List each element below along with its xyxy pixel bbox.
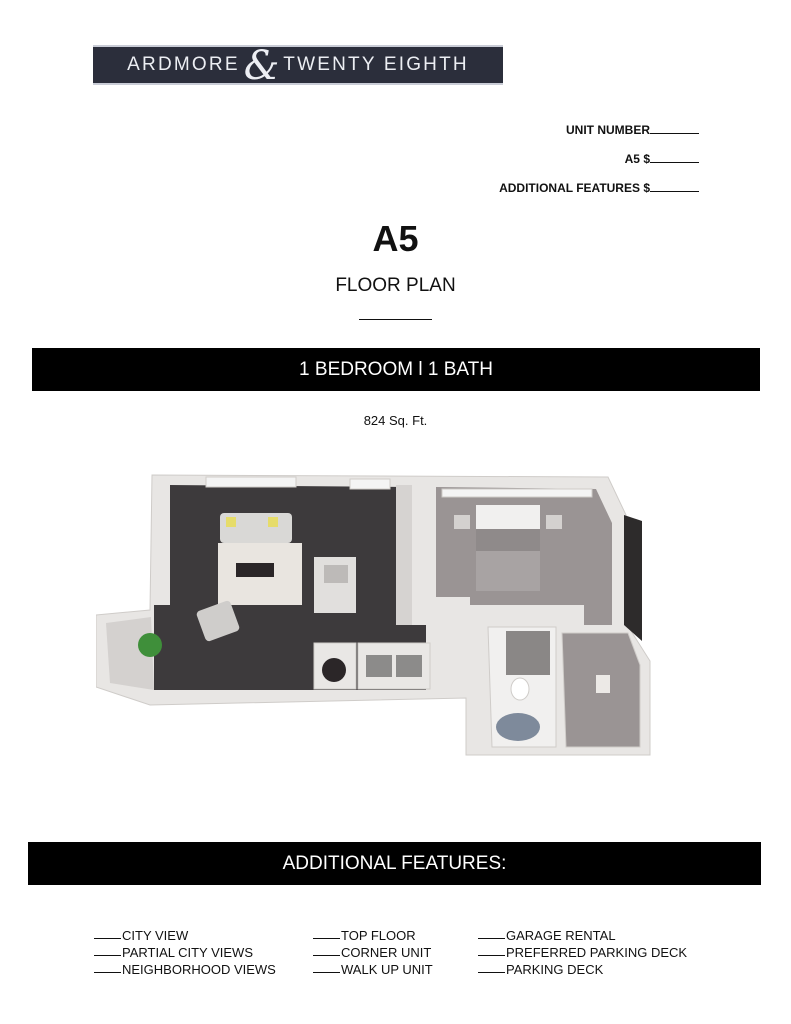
price-blank[interactable] xyxy=(650,153,699,163)
plan-subtitle: FLOOR PLAN xyxy=(335,275,456,296)
vanity xyxy=(506,631,550,675)
feature-item[interactable]: CITY VIEW xyxy=(94,927,276,944)
living-window xyxy=(206,477,296,487)
bed-bath-banner: 1 BEDROOM l 1 BATH xyxy=(32,348,760,391)
checkbox-line[interactable] xyxy=(313,944,340,956)
features-column-3 xyxy=(478,927,687,978)
title-divider xyxy=(359,319,432,320)
kitchen-window xyxy=(350,479,390,489)
bedroom-window xyxy=(442,489,592,497)
feature-item[interactable]: PARTIAL CITY VIEWS xyxy=(94,944,276,961)
unit-number-field: UNIT NUMBER xyxy=(499,123,699,152)
feature-item[interactable]: PREFERRED PARKING DECK xyxy=(478,944,687,961)
features-column-2 xyxy=(313,927,433,978)
checkbox-line[interactable] xyxy=(94,944,121,956)
plan-code: A5 xyxy=(372,218,419,259)
bathtub xyxy=(496,713,540,741)
kitchen-counter xyxy=(396,485,412,625)
price-field: A5 $ xyxy=(499,152,699,181)
balcony xyxy=(624,515,642,641)
logo-word-left: ARDMORE xyxy=(127,54,240,75)
feature-item[interactable]: CORNER UNIT xyxy=(313,944,433,961)
square-footage: 824 Sq. Ft. xyxy=(363,413,428,428)
coffee-table xyxy=(236,563,274,577)
checkbox-line[interactable] xyxy=(313,927,340,939)
feature-item[interactable]: GARAGE RENTAL xyxy=(478,927,687,944)
logo-ampersand: & xyxy=(243,43,280,89)
plant xyxy=(138,633,162,657)
checkbox-line[interactable] xyxy=(94,961,121,973)
logo-word-right: TWENTY EIGHTH xyxy=(283,54,469,75)
checkbox-line[interactable] xyxy=(478,961,505,973)
additional-features-price-field: ADDITIONAL FEATURES $ xyxy=(499,181,699,210)
checkbox-line[interactable] xyxy=(478,927,505,939)
toilet xyxy=(511,678,529,700)
additional-features-blank[interactable] xyxy=(650,182,699,192)
nightstand-left xyxy=(454,515,470,529)
feature-item[interactable]: PARKING DECK xyxy=(478,961,687,978)
feature-item[interactable]: NEIGHBORHOOD VIEWS xyxy=(94,961,276,978)
features-column-1 xyxy=(94,927,276,978)
nightstand-right xyxy=(546,515,562,529)
checkbox-line[interactable] xyxy=(94,927,121,939)
brand-logo xyxy=(93,43,503,89)
feature-item[interactable]: WALK UP UNIT xyxy=(313,961,433,978)
floor-plan-illustration xyxy=(96,465,656,760)
fill-in-fields xyxy=(499,123,699,210)
additional-features-banner: ADDITIONAL FEATURES: xyxy=(28,842,761,885)
feature-item[interactable]: TOP FLOOR xyxy=(313,927,433,944)
checkbox-line[interactable] xyxy=(313,961,340,973)
unit-number-blank[interactable] xyxy=(650,124,699,134)
checkbox-line[interactable] xyxy=(478,944,505,956)
